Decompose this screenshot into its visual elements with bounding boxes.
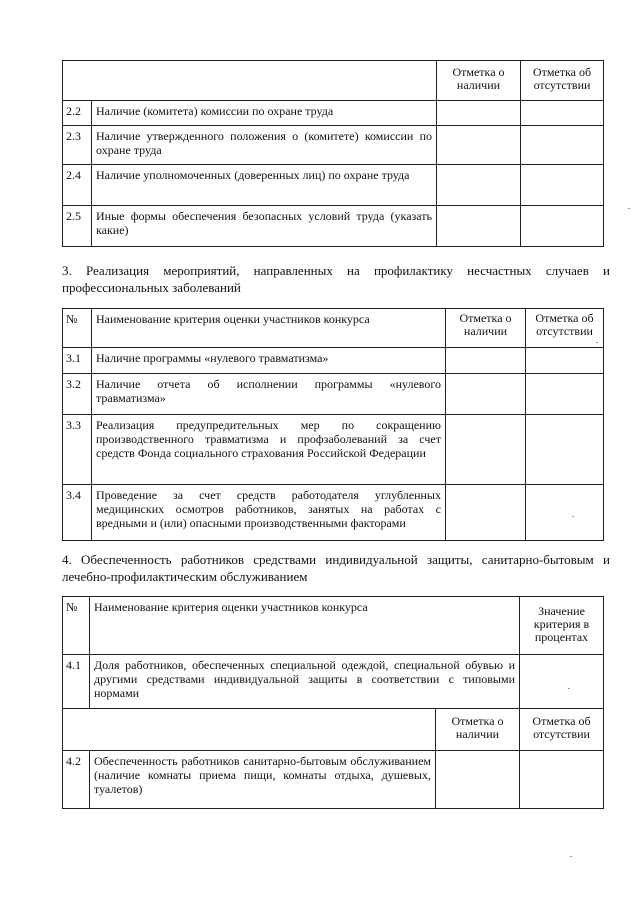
table-row [63, 126, 604, 165]
column-header-number: № [63, 597, 90, 655]
value-percent-cell[interactable] [520, 655, 604, 709]
criterion-text: Иные формы обеспечения безопасных условий труда (указать какие) [92, 206, 437, 247]
table-row [63, 206, 604, 247]
column-header-name: Наименование критерия оценки участников конкурса [92, 309, 446, 348]
scan-speck [572, 516, 574, 517]
absent-mark-cell[interactable] [521, 101, 604, 126]
criterion-text: Наличие (комитета) комиссии по охране труда [92, 101, 437, 126]
absent-mark-cell[interactable] [521, 165, 604, 206]
table-header-row [63, 597, 604, 655]
present-mark-cell[interactable] [446, 374, 526, 415]
row-number: 2.2 [63, 101, 92, 126]
scan-speck [628, 208, 630, 209]
table-header-row [63, 309, 604, 348]
table-section-2 [62, 60, 604, 247]
table-row [63, 348, 604, 374]
section-3-title: 3. Реализация мероприятий, направленных на профилактику несчастных случаев и профессиональных заболеваний [62, 263, 610, 295]
absent-mark-cell[interactable] [520, 751, 604, 809]
criterion-text: Наличие отчета об исполнении программы «нулевого травматизма» [92, 374, 446, 415]
table-row [63, 165, 604, 206]
table-subheader-row [63, 709, 604, 751]
absent-mark-cell[interactable] [526, 348, 604, 374]
row-number: 2.4 [63, 165, 92, 206]
present-mark-cell[interactable] [446, 348, 526, 374]
criterion-text: Наличие уполномоченных (доверенных лиц) по охране труда [92, 165, 437, 206]
scan-speck [596, 342, 598, 343]
scan-speck [570, 856, 572, 857]
column-header-absent: Отметка об отсутствии [520, 709, 604, 751]
scan-speck [568, 688, 570, 689]
table-row [63, 374, 604, 415]
absent-mark-cell[interactable] [526, 485, 604, 541]
row-number: 3.1 [63, 348, 92, 374]
absent-mark-cell[interactable] [526, 374, 604, 415]
column-header-absent: Отметка об отсутствии [521, 61, 604, 101]
column-header-value: Значение критерия в процентах [520, 597, 604, 655]
row-number: 3.4 [63, 485, 92, 541]
present-mark-cell[interactable] [437, 165, 521, 206]
row-number: 2.3 [63, 126, 92, 165]
column-header-present: Отметка о наличии [437, 61, 521, 101]
criterion-text: Проведение за счет средств работодателя углубленных медицинских осмотров работников, занятых на работах с вредными и (или) опасными производственными факторами [92, 485, 446, 541]
present-mark-cell[interactable] [446, 415, 526, 485]
section-4-title: 4. Обеспеченность работников средствами индивидуальной защиты, санитарно-бытовым и лечебно-профилактическим обслуживанием [62, 552, 610, 584]
table-row [63, 415, 604, 485]
column-header-absent: Отметка об отсутствии [526, 309, 604, 348]
present-mark-cell[interactable] [446, 485, 526, 541]
criterion-text: Наличие программы «нулевого травматизма» [92, 348, 446, 374]
present-mark-cell[interactable] [437, 101, 521, 126]
row-number: 4.2 [63, 751, 90, 809]
criterion-text: Доля работников, обеспеченных специальной одеждой, специальной обувью и другими средствами индивидуальной защиты в соответствии с типовыми нормами [90, 655, 520, 709]
table-section-4 [62, 596, 604, 809]
column-header-present: Отметка о наличии [446, 309, 526, 348]
table-section-3 [62, 308, 604, 541]
criterion-text: Наличие утвержденного положения о (комитете) комиссии по охране труда [92, 126, 437, 165]
absent-mark-cell[interactable] [521, 126, 604, 165]
present-mark-cell[interactable] [436, 751, 520, 809]
table-row [63, 655, 604, 709]
present-mark-cell[interactable] [437, 126, 521, 165]
criterion-text: Реализация предупредительных мер по сокращению производственного травматизма и профзаболеваний за счет средств Фонда социального страхования Российской Федерации [92, 415, 446, 485]
present-mark-cell[interactable] [437, 206, 521, 247]
absent-mark-cell[interactable] [521, 206, 604, 247]
column-header-present: Отметка о наличии [436, 709, 520, 751]
table-row [63, 751, 604, 809]
table-row [63, 485, 604, 541]
table-row [63, 101, 604, 126]
row-number: 4.1 [63, 655, 90, 709]
absent-mark-cell[interactable] [526, 415, 604, 485]
row-number: 2.5 [63, 206, 92, 247]
subheader-empty-cell [63, 709, 436, 751]
criterion-text: Обеспеченность работников санитарно-бытовым обслуживанием (наличие комнаты приема пищи, комнаты отдыха, душевых, туалетов) [90, 751, 436, 809]
column-header-name: Наименование критерия оценки участников конкурса [90, 597, 520, 655]
column-header-number: № [63, 309, 92, 348]
table-header-row [63, 61, 604, 101]
header-empty-cell [63, 61, 437, 101]
row-number: 3.3 [63, 415, 92, 485]
row-number: 3.2 [63, 374, 92, 415]
